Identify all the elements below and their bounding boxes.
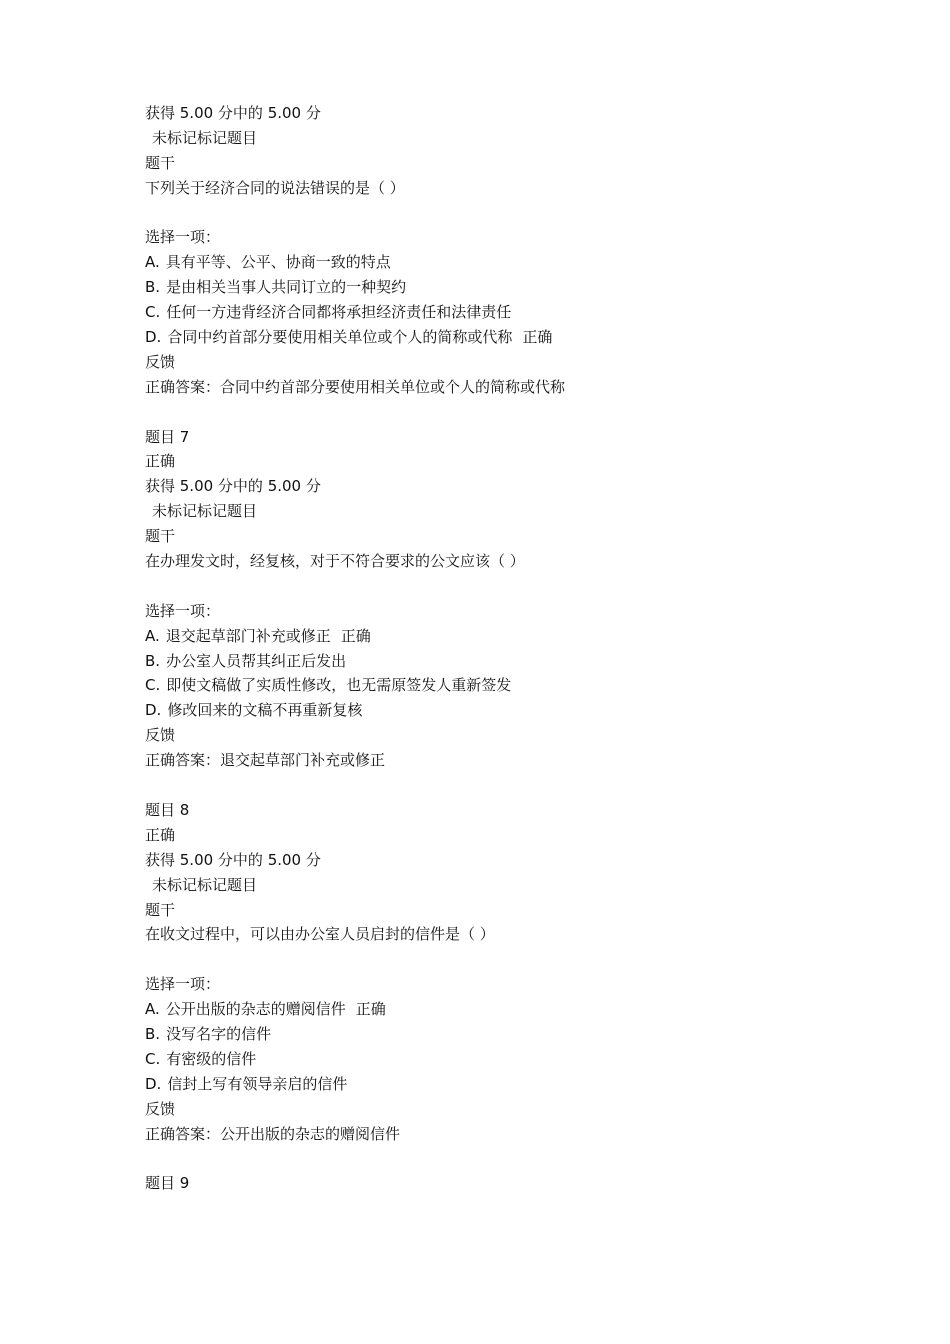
option-a[interactable] (145, 624, 905, 649)
option-text: 没写名字的信件 (166, 1024, 272, 1043)
option-text: 即使文稿做了实质性修改，也无需原签发人重新签发 (166, 676, 512, 695)
flag-question-link[interactable]: 未标记标记题目 (152, 128, 258, 147)
spacer (145, 574, 905, 599)
option-b[interactable] (145, 1022, 905, 1047)
option-letter: C. (145, 1049, 161, 1068)
stem-label: 题干 (145, 153, 176, 172)
option-letter: C. (145, 676, 161, 695)
score-text: 获得 5.00 分中的 5.00 分 (145, 104, 321, 122)
option-c[interactable] (145, 300, 905, 325)
option-letter: A. (145, 1000, 160, 1019)
option-d[interactable] (145, 1072, 905, 1097)
option-letter: B. (145, 278, 161, 297)
option-d[interactable] (145, 698, 905, 723)
spacer (145, 1146, 905, 1171)
stem-label: 题干 (145, 900, 176, 919)
correct-mark: 正确 (340, 626, 371, 645)
option-letter: D. (145, 701, 162, 720)
score-text: 获得 5.00 分中的 5.00 分 (145, 850, 321, 869)
option-text: 公开出版的杂志的赠阅信件 (165, 1000, 346, 1019)
option-letter: D. (145, 328, 162, 347)
option-letter: D. (145, 1074, 162, 1093)
score-text: 获得 5.00 分中的 5.00 分 (145, 477, 321, 496)
flag-question-link[interactable]: 未标记标记题目 (152, 502, 258, 521)
option-text: 办公室人员帮其纠正后发出 (166, 651, 347, 670)
choose-label: 选择一项： (145, 601, 221, 620)
choose-label: 选择一项： (145, 975, 221, 994)
option-c[interactable] (145, 673, 905, 698)
correct-answer: 正确答案：公开出版的杂志的赠阅信件 (145, 1124, 401, 1143)
spacer (145, 400, 905, 425)
feedback-label: 反馈 (145, 352, 176, 371)
question-stem: 在办理发文时，经复核，对于不符合要求的公文应该（ ） (145, 552, 525, 571)
option-text: 任何一方违背经济合同都将承担经济责任和法律责任 (166, 303, 512, 322)
quiz-review-document (145, 101, 905, 1196)
choose-label: 选择一项： (145, 228, 221, 247)
option-letter: B. (145, 651, 161, 670)
option-text: 修改回来的文稿不再重新复核 (167, 701, 363, 720)
option-text: 是由相关当事人共同订立的一种契约 (166, 278, 407, 297)
option-text: 有密级的信件 (166, 1049, 257, 1068)
correct-mark: 正确 (522, 328, 553, 347)
option-letter: B. (145, 1024, 161, 1043)
feedback-label: 反馈 (145, 1099, 176, 1118)
option-d[interactable] (145, 325, 905, 350)
option-letter: A. (145, 253, 160, 272)
option-a[interactable] (145, 997, 905, 1022)
spacer (145, 947, 905, 972)
correct-mark: 正确 (355, 1000, 386, 1019)
feedback-label: 反馈 (145, 726, 176, 745)
stem-label: 题干 (145, 527, 176, 546)
option-c[interactable] (145, 1047, 905, 1072)
question-title: 题目 8 (145, 800, 190, 819)
question-status: 正确 (145, 452, 176, 471)
question-stem: 在收文过程中，可以由办公室人员启封的信件是（ ） (145, 925, 495, 944)
spacer (145, 773, 905, 798)
question-stem: 下列关于经济合同的说法错误的是（ ） (145, 178, 405, 197)
question-status: 正确 (145, 825, 176, 844)
option-b[interactable] (145, 275, 905, 300)
question-title: 题目 9 (145, 1174, 190, 1193)
question-title: 题目 7 (145, 427, 190, 446)
option-a[interactable] (145, 250, 905, 275)
spacer (145, 201, 905, 226)
option-b[interactable] (145, 649, 905, 674)
option-letter: C. (145, 303, 161, 322)
flag-question-link[interactable]: 未标记标记题目 (152, 875, 258, 894)
correct-answer: 正确答案：合同中约首部分要使用相关单位或个人的简称或代称 (145, 377, 566, 396)
option-letter: A. (145, 626, 160, 645)
option-text: 具有平等、公平、协商一致的特点 (165, 253, 391, 272)
correct-answer: 正确答案：退交起草部门补充或修正 (145, 751, 386, 770)
option-text: 退交起草部门补充或修正 (165, 626, 331, 645)
option-text: 信封上写有领导亲启的信件 (167, 1074, 348, 1093)
option-text: 合同中约首部分要使用相关单位或个人的简称或代称 (167, 328, 513, 347)
